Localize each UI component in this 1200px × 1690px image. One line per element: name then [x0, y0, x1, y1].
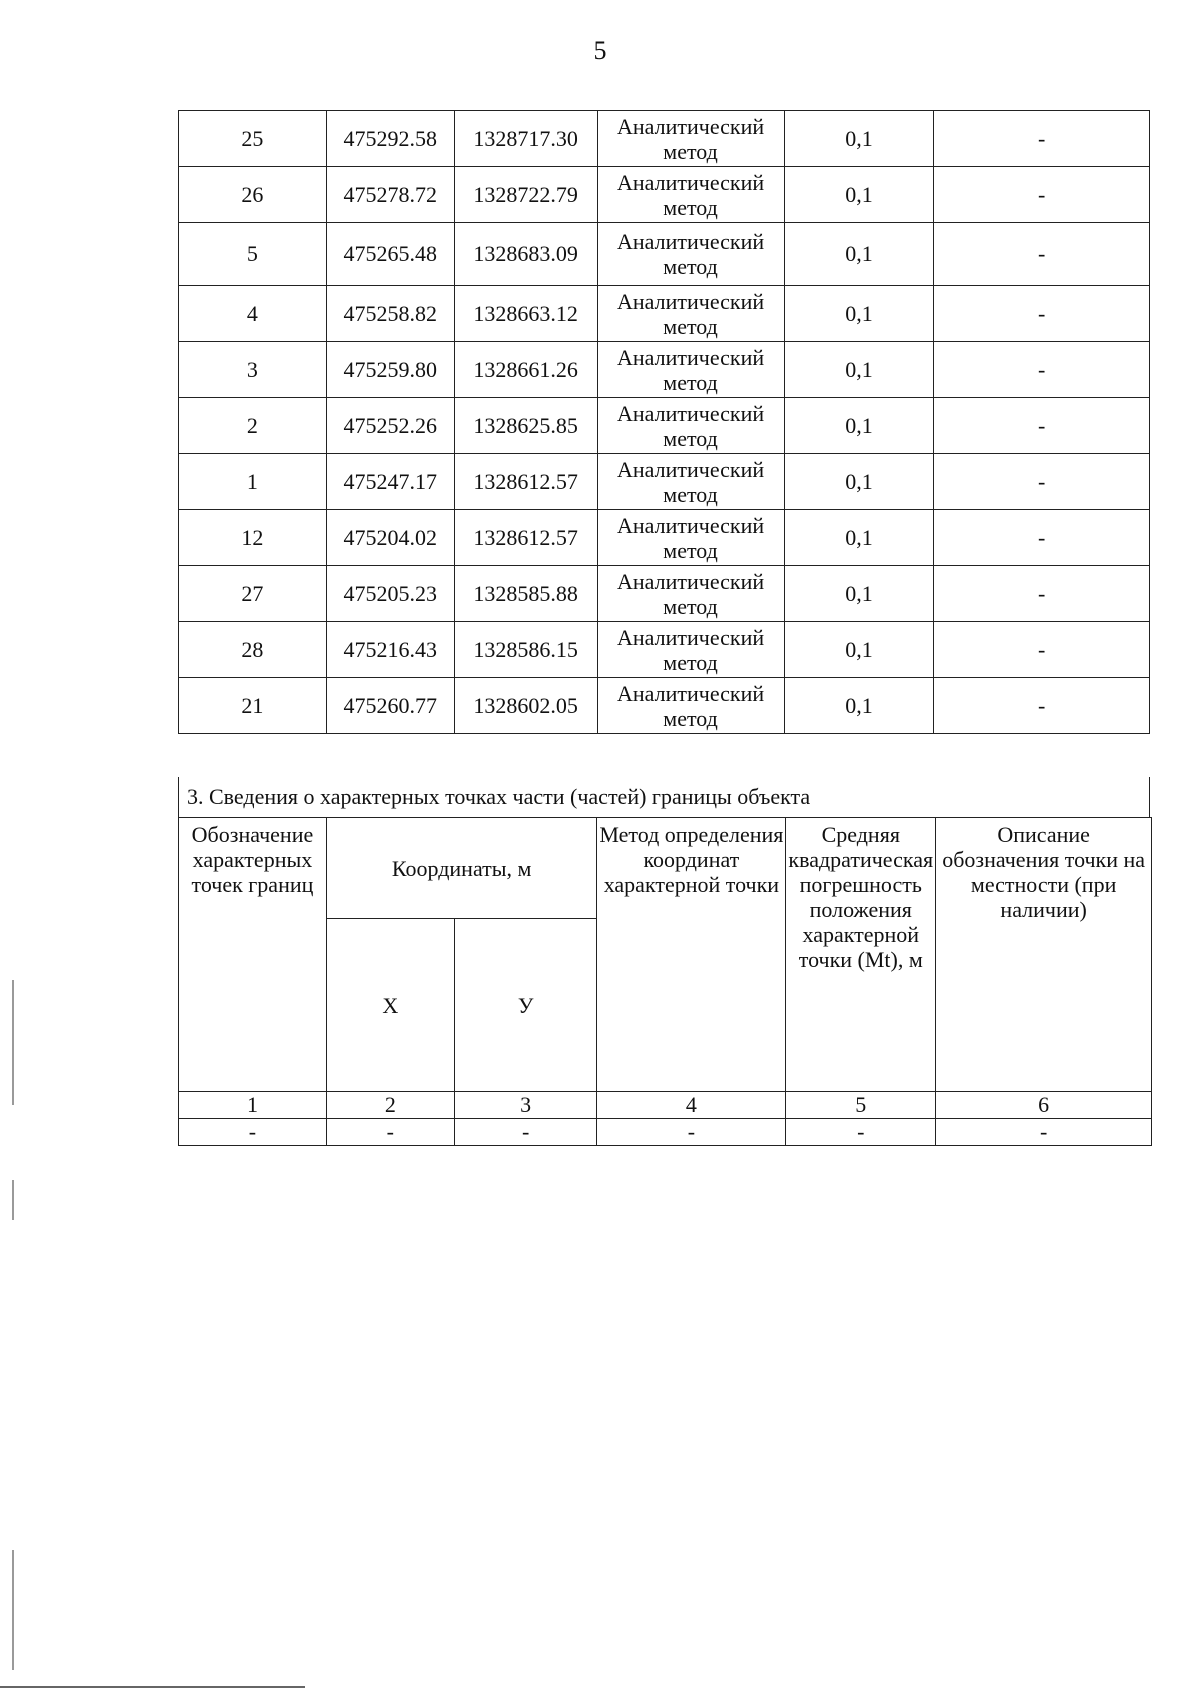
y-coordinate-cell: 1328717.30 [454, 111, 597, 167]
column-number: 5 [786, 1092, 936, 1119]
method-cell: Аналитический метод [597, 510, 784, 566]
description-cell: - [934, 342, 1150, 398]
point-number-cell: 27 [179, 566, 327, 622]
accuracy-cell: 0,1 [784, 510, 934, 566]
table-row [179, 454, 1150, 510]
table-row [179, 398, 1150, 454]
header-coordinates: Координаты, м [326, 818, 597, 919]
table-row [179, 223, 1150, 286]
accuracy-cell: 0,1 [784, 454, 934, 510]
column-number: 1 [179, 1092, 327, 1119]
part-boundary-points-table [178, 817, 1152, 1146]
section-3-title: 3. Сведения о характерных точках части (частей) границы объекта [178, 777, 1150, 817]
table-row [179, 167, 1150, 223]
accuracy-cell: 0,1 [784, 223, 934, 286]
boundary-points-table [178, 110, 1150, 734]
x-coordinate-cell: 475265.48 [326, 223, 454, 286]
description-cell: - [934, 398, 1150, 454]
table-row [179, 510, 1150, 566]
description-cell: - [934, 167, 1150, 223]
empty-cell: - [786, 1119, 936, 1146]
point-number-cell: 21 [179, 678, 327, 734]
x-coordinate-cell: 475216.43 [326, 622, 454, 678]
point-number-cell: 12 [179, 510, 327, 566]
method-cell: Аналитический метод [597, 286, 784, 342]
table-row [179, 342, 1150, 398]
empty-cell: - [597, 1119, 786, 1146]
accuracy-cell: 0,1 [784, 286, 934, 342]
x-coordinate-cell: 475260.77 [326, 678, 454, 734]
point-number-cell: 28 [179, 622, 327, 678]
y-coordinate-cell: 1328683.09 [454, 223, 597, 286]
method-cell: Аналитический метод [597, 111, 784, 167]
x-coordinate-cell: 475258.82 [326, 286, 454, 342]
accuracy-cell: 0,1 [784, 622, 934, 678]
empty-cell: - [179, 1119, 327, 1146]
x-coordinate-cell: 475204.02 [326, 510, 454, 566]
accuracy-cell: 0,1 [784, 111, 934, 167]
table-row [179, 111, 1150, 167]
header-designation: Обозначение характерных точек границ [179, 818, 327, 1092]
method-cell: Аналитический метод [597, 342, 784, 398]
y-coordinate-cell: 1328586.15 [454, 622, 597, 678]
method-cell: Аналитический метод [597, 622, 784, 678]
point-number-cell: 26 [179, 167, 327, 223]
table-row [179, 622, 1150, 678]
y-coordinate-cell: 1328722.79 [454, 167, 597, 223]
accuracy-cell: 0,1 [784, 398, 934, 454]
x-coordinate-cell: 475259.80 [326, 342, 454, 398]
header-x: Х [326, 919, 454, 1092]
accuracy-cell: 0,1 [784, 167, 934, 223]
method-cell: Аналитический метод [597, 398, 784, 454]
description-cell: - [934, 622, 1150, 678]
header-description: Описание обозначения точки на местности (при наличии) [936, 818, 1152, 1092]
page-number: 5 [593, 36, 607, 65]
method-cell: Аналитический метод [597, 678, 784, 734]
column-number-row [179, 1092, 1152, 1119]
y-coordinate-cell: 1328625.85 [454, 398, 597, 454]
empty-cell: - [936, 1119, 1152, 1146]
header-y: У [454, 919, 597, 1092]
y-coordinate-cell: 1328585.88 [454, 566, 597, 622]
x-coordinate-cell: 475292.58 [326, 111, 454, 167]
column-number: 2 [326, 1092, 454, 1119]
x-coordinate-cell: 475205.23 [326, 566, 454, 622]
x-coordinate-cell: 475247.17 [326, 454, 454, 510]
empty-cell: - [454, 1119, 597, 1146]
empty-data-row [179, 1119, 1152, 1146]
y-coordinate-cell: 1328612.57 [454, 510, 597, 566]
y-coordinate-cell: 1328663.12 [454, 286, 597, 342]
y-coordinate-cell: 1328612.57 [454, 454, 597, 510]
description-cell: - [934, 111, 1150, 167]
accuracy-cell: 0,1 [784, 678, 934, 734]
table-row [179, 286, 1150, 342]
point-number-cell: 5 [179, 223, 327, 286]
accuracy-cell: 0,1 [784, 566, 934, 622]
x-coordinate-cell: 475252.26 [326, 398, 454, 454]
boundary-points-body [179, 111, 1150, 734]
method-cell: Аналитический метод [597, 566, 784, 622]
scan-margin-mark [12, 1180, 14, 1220]
x-coordinate-cell: 475278.72 [326, 167, 454, 223]
description-cell: - [934, 510, 1150, 566]
point-number-cell: 4 [179, 286, 327, 342]
description-cell: - [934, 286, 1150, 342]
y-coordinate-cell: 1328602.05 [454, 678, 597, 734]
description-cell: - [934, 566, 1150, 622]
description-cell: - [934, 454, 1150, 510]
point-number-cell: 2 [179, 398, 327, 454]
column-number: 3 [454, 1092, 597, 1119]
column-number: 6 [936, 1092, 1152, 1119]
accuracy-cell: 0,1 [784, 342, 934, 398]
header-row [179, 818, 1152, 919]
scan-margin-mark [12, 1550, 14, 1670]
description-cell: - [934, 678, 1150, 734]
point-number-cell: 3 [179, 342, 327, 398]
scan-margin-mark [12, 980, 14, 1105]
column-number: 4 [597, 1092, 786, 1119]
header-method: Метод определения координат характерной точки [597, 818, 786, 1092]
header-accuracy: Средняя квадратическая погрешность положения характерной точки (Мt), м [786, 818, 936, 1092]
description-cell: - [934, 223, 1150, 286]
method-cell: Аналитический метод [597, 223, 784, 286]
point-number-cell: 1 [179, 454, 327, 510]
point-number-cell: 25 [179, 111, 327, 167]
table-row [179, 566, 1150, 622]
y-coordinate-cell: 1328661.26 [454, 342, 597, 398]
method-cell: Аналитический метод [597, 454, 784, 510]
method-cell: Аналитический метод [597, 167, 784, 223]
empty-cell: - [326, 1119, 454, 1146]
table-row [179, 678, 1150, 734]
footer-rule [0, 1686, 305, 1688]
